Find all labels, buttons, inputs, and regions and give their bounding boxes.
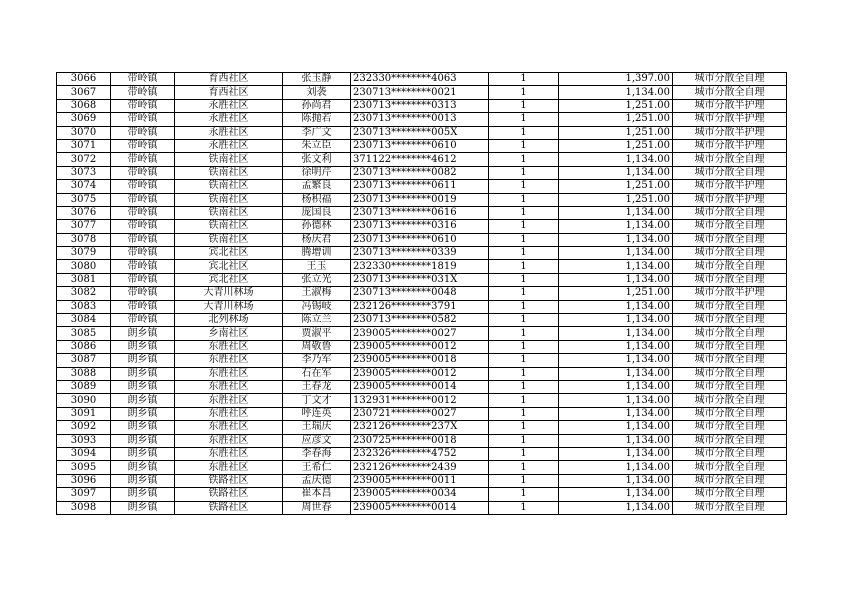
town-cell: 朗乡镇 [111, 501, 175, 514]
care-category-cell: 城市分散全自理 [673, 447, 787, 460]
person-name-cell: 孙德林 [283, 220, 351, 233]
town-cell: 带岭镇 [111, 287, 175, 300]
id-number-cell: 239005********0012 [351, 367, 489, 380]
amount-cell: 1,251.00 [559, 287, 673, 300]
row-number-cell: 3079 [57, 247, 111, 260]
amount-cell: 1,134.00 [559, 273, 673, 286]
row-number-cell: 3088 [57, 367, 111, 380]
community-cell: 育西社区 [175, 86, 283, 99]
person-name-cell: 冯锡岐 [283, 300, 351, 313]
community-cell: 宾北社区 [175, 247, 283, 260]
person-name-cell: 腾增训 [283, 247, 351, 260]
town-cell: 带岭镇 [111, 73, 175, 86]
person-name-cell: 李广文 [283, 126, 351, 139]
town-cell: 朗乡镇 [111, 474, 175, 487]
count-cell: 1 [489, 314, 559, 327]
id-number-cell: 230713********0082 [351, 166, 489, 179]
care-category-cell: 城市分散半护理 [673, 99, 787, 112]
amount-cell: 1,134.00 [559, 314, 673, 327]
id-number-cell: 230713********0021 [351, 86, 489, 99]
person-name-cell: 李春海 [283, 447, 351, 460]
row-number-cell: 3078 [57, 233, 111, 246]
town-cell: 带岭镇 [111, 220, 175, 233]
community-cell: 永胜社区 [175, 99, 283, 112]
row-number-cell: 3073 [57, 166, 111, 179]
town-cell: 朗乡镇 [111, 354, 175, 367]
table-row [57, 407, 787, 420]
row-number-cell: 3077 [57, 220, 111, 233]
row-number-cell: 3092 [57, 421, 111, 434]
count-cell: 1 [489, 407, 559, 420]
amount-cell: 1,134.00 [559, 501, 673, 514]
row-number-cell: 3089 [57, 380, 111, 393]
care-category-cell: 城市分散全自理 [673, 380, 787, 393]
table-row [57, 73, 787, 86]
amount-cell: 1,251.00 [559, 126, 673, 139]
table-row [57, 434, 787, 447]
town-cell: 朗乡镇 [111, 434, 175, 447]
community-cell: 永胜社区 [175, 126, 283, 139]
care-category-cell: 城市分散全自理 [673, 354, 787, 367]
town-cell: 朗乡镇 [111, 367, 175, 380]
town-cell: 带岭镇 [111, 180, 175, 193]
person-name-cell: 徐明芹 [283, 166, 351, 179]
count-cell: 1 [489, 153, 559, 166]
community-cell: 大青川林场 [175, 287, 283, 300]
person-name-cell: 张文利 [283, 153, 351, 166]
id-number-cell: 239005********0014 [351, 501, 489, 514]
row-number-cell: 3094 [57, 447, 111, 460]
care-category-cell: 城市分散全自理 [673, 327, 787, 340]
id-number-cell: 239005********0027 [351, 327, 489, 340]
table-row [57, 166, 787, 179]
count-cell: 1 [489, 233, 559, 246]
amount-cell: 1,251.00 [559, 193, 673, 206]
id-number-cell: 232126********3791 [351, 300, 489, 313]
town-cell: 朗乡镇 [111, 394, 175, 407]
town-cell: 带岭镇 [111, 273, 175, 286]
id-number-cell: 239005********0034 [351, 488, 489, 501]
table-row [57, 193, 787, 206]
community-cell: 东胜社区 [175, 380, 283, 393]
town-cell: 带岭镇 [111, 86, 175, 99]
community-cell: 铁南社区 [175, 193, 283, 206]
table-row [57, 367, 787, 380]
row-number-cell: 3084 [57, 314, 111, 327]
town-cell: 带岭镇 [111, 233, 175, 246]
count-cell: 1 [489, 488, 559, 501]
table-row [57, 474, 787, 487]
id-number-cell: 232326********4752 [351, 447, 489, 460]
table-row [57, 260, 787, 273]
person-name-cell: 陈抛若 [283, 113, 351, 126]
count-cell: 1 [489, 193, 559, 206]
person-name-cell: 应彦文 [283, 434, 351, 447]
row-number-cell: 3095 [57, 461, 111, 474]
amount-cell: 1,134.00 [559, 327, 673, 340]
community-cell: 东胜社区 [175, 447, 283, 460]
care-category-cell: 城市分散半护理 [673, 113, 787, 126]
table-row [57, 247, 787, 260]
care-category-cell: 城市分散全自理 [673, 233, 787, 246]
town-cell: 带岭镇 [111, 314, 175, 327]
id-number-cell: 230713********0316 [351, 220, 489, 233]
table-row [57, 300, 787, 313]
person-name-cell: 庞国良 [283, 206, 351, 219]
id-number-cell: 230725********0018 [351, 434, 489, 447]
care-category-cell: 城市分散全自理 [673, 474, 787, 487]
care-category-cell: 城市分散全自理 [673, 407, 787, 420]
care-category-cell: 城市分散全自理 [673, 340, 787, 353]
count-cell: 1 [489, 220, 559, 233]
id-number-cell: 230721********0027 [351, 407, 489, 420]
amount-cell: 1,134.00 [559, 300, 673, 313]
table-row [57, 501, 787, 514]
table-row [57, 421, 787, 434]
table-row [57, 99, 787, 112]
person-name-cell: 贾淑平 [283, 327, 351, 340]
count-cell: 1 [489, 73, 559, 86]
community-cell: 永胜社区 [175, 113, 283, 126]
amount-cell: 1,251.00 [559, 180, 673, 193]
table-row [57, 220, 787, 233]
town-cell: 带岭镇 [111, 99, 175, 112]
table-body [57, 73, 787, 515]
row-number-cell: 3096 [57, 474, 111, 487]
amount-cell: 1,251.00 [559, 99, 673, 112]
care-category-cell: 城市分散全自理 [673, 220, 787, 233]
count-cell: 1 [489, 86, 559, 99]
count-cell: 1 [489, 447, 559, 460]
amount-cell: 1,134.00 [559, 367, 673, 380]
care-category-cell: 城市分散全自理 [673, 461, 787, 474]
care-category-cell: 城市分散全自理 [673, 314, 787, 327]
person-name-cell: 朱立臣 [283, 139, 351, 152]
id-number-cell: 230713********0019 [351, 193, 489, 206]
care-category-cell: 城市分散全自理 [673, 166, 787, 179]
table-row [57, 153, 787, 166]
id-number-cell: 230713********0582 [351, 314, 489, 327]
row-number-cell: 3068 [57, 99, 111, 112]
amount-cell: 1,134.00 [559, 407, 673, 420]
table-row [57, 273, 787, 286]
person-name-cell: 张立光 [283, 273, 351, 286]
row-number-cell: 3069 [57, 113, 111, 126]
community-cell: 育西社区 [175, 73, 283, 86]
community-cell: 大青川林场 [175, 300, 283, 313]
person-name-cell: 石在军 [283, 367, 351, 380]
count-cell: 1 [489, 166, 559, 179]
amount-cell: 1,134.00 [559, 461, 673, 474]
id-number-cell: 230713********005X [351, 126, 489, 139]
row-number-cell: 3083 [57, 300, 111, 313]
row-number-cell: 3093 [57, 434, 111, 447]
amount-cell: 1,251.00 [559, 113, 673, 126]
person-name-cell: 杨庆君 [283, 233, 351, 246]
community-cell: 东胜社区 [175, 340, 283, 353]
amount-cell: 1,397.00 [559, 73, 673, 86]
person-name-cell: 崔本昌 [283, 488, 351, 501]
town-cell: 带岭镇 [111, 139, 175, 152]
table-row [57, 461, 787, 474]
town-cell: 朗乡镇 [111, 340, 175, 353]
table-row [57, 113, 787, 126]
person-name-cell: 王春龙 [283, 380, 351, 393]
row-number-cell: 3098 [57, 501, 111, 514]
id-number-cell: 371122********4612 [351, 153, 489, 166]
table-row [57, 340, 787, 353]
care-category-cell: 城市分散全自理 [673, 434, 787, 447]
row-number-cell: 3075 [57, 193, 111, 206]
count-cell: 1 [489, 113, 559, 126]
care-category-cell: 城市分散全自理 [673, 260, 787, 273]
community-cell: 铁南社区 [175, 233, 283, 246]
count-cell: 1 [489, 461, 559, 474]
care-category-cell: 城市分散全自理 [673, 273, 787, 286]
town-cell: 带岭镇 [111, 247, 175, 260]
community-cell: 宾北社区 [175, 273, 283, 286]
person-name-cell: 王瑞庆 [283, 421, 351, 434]
row-number-cell: 3071 [57, 139, 111, 152]
amount-cell: 1,134.00 [559, 380, 673, 393]
amount-cell: 1,134.00 [559, 421, 673, 434]
care-category-cell: 城市分散半护理 [673, 126, 787, 139]
count-cell: 1 [489, 340, 559, 353]
community-cell: 铁南社区 [175, 166, 283, 179]
community-cell: 东胜社区 [175, 434, 283, 447]
community-cell: 宾北社区 [175, 260, 283, 273]
count-cell: 1 [489, 380, 559, 393]
care-category-cell: 城市分散全自理 [673, 73, 787, 86]
id-number-cell: 232126********237X [351, 421, 489, 434]
count-cell: 1 [489, 287, 559, 300]
count-cell: 1 [489, 300, 559, 313]
amount-cell: 1,251.00 [559, 139, 673, 152]
person-name-cell: 孙尚君 [283, 99, 351, 112]
person-name-cell: 周敬鲁 [283, 340, 351, 353]
amount-cell: 1,134.00 [559, 340, 673, 353]
table-row [57, 233, 787, 246]
person-name-cell: 丁文才 [283, 394, 351, 407]
count-cell: 1 [489, 354, 559, 367]
id-number-cell: 230713********0610 [351, 233, 489, 246]
row-number-cell: 3097 [57, 488, 111, 501]
amount-cell: 1,134.00 [559, 166, 673, 179]
id-number-cell: 230713********0048 [351, 287, 489, 300]
table-row [57, 354, 787, 367]
id-number-cell: 230713********0013 [351, 113, 489, 126]
table-row [57, 139, 787, 152]
community-cell: 铁路社区 [175, 474, 283, 487]
amount-cell: 1,134.00 [559, 220, 673, 233]
id-number-cell: 230713********0611 [351, 180, 489, 193]
row-number-cell: 3067 [57, 86, 111, 99]
id-number-cell: 230713********0616 [351, 206, 489, 219]
table-row [57, 327, 787, 340]
person-name-cell: 李乃军 [283, 354, 351, 367]
count-cell: 1 [489, 394, 559, 407]
id-number-cell: 239005********0012 [351, 340, 489, 353]
amount-cell: 1,134.00 [559, 394, 673, 407]
id-number-cell: 239005********0011 [351, 474, 489, 487]
row-number-cell: 3090 [57, 394, 111, 407]
town-cell: 朗乡镇 [111, 327, 175, 340]
care-category-cell: 城市分散全自理 [673, 300, 787, 313]
count-cell: 1 [489, 206, 559, 219]
care-category-cell: 城市分散半护理 [673, 287, 787, 300]
amount-cell: 1,134.00 [559, 86, 673, 99]
row-number-cell: 3091 [57, 407, 111, 420]
row-number-cell: 3087 [57, 354, 111, 367]
count-cell: 1 [489, 126, 559, 139]
community-cell: 铁路社区 [175, 488, 283, 501]
care-category-cell: 城市分散全自理 [673, 153, 787, 166]
id-number-cell: 230713********0313 [351, 99, 489, 112]
person-name-cell: 呼连英 [283, 407, 351, 420]
person-name-cell: 王淑梅 [283, 287, 351, 300]
table-row [57, 488, 787, 501]
id-number-cell: 230713********031X [351, 273, 489, 286]
care-category-cell: 城市分散全自理 [673, 206, 787, 219]
amount-cell: 1,134.00 [559, 474, 673, 487]
community-cell: 东胜社区 [175, 461, 283, 474]
id-number-cell: 232330********4063 [351, 73, 489, 86]
care-category-cell: 城市分散全自理 [673, 86, 787, 99]
row-number-cell: 3082 [57, 287, 111, 300]
town-cell: 带岭镇 [111, 206, 175, 219]
row-number-cell: 3081 [57, 273, 111, 286]
data-table [56, 72, 787, 515]
id-number-cell: 239005********0014 [351, 380, 489, 393]
care-category-cell: 城市分散全自理 [673, 501, 787, 514]
community-cell: 东胜社区 [175, 367, 283, 380]
town-cell: 朗乡镇 [111, 461, 175, 474]
care-category-cell: 城市分散全自理 [673, 421, 787, 434]
amount-cell: 1,134.00 [559, 233, 673, 246]
community-cell: 东胜社区 [175, 407, 283, 420]
town-cell: 带岭镇 [111, 193, 175, 206]
person-name-cell: 周世春 [283, 501, 351, 514]
row-number-cell: 3086 [57, 340, 111, 353]
community-cell: 永胜社区 [175, 139, 283, 152]
id-number-cell: 232330********1819 [351, 260, 489, 273]
id-number-cell: 239005********0018 [351, 354, 489, 367]
town-cell: 朗乡镇 [111, 488, 175, 501]
care-category-cell: 城市分散半护理 [673, 193, 787, 206]
amount-cell: 1,134.00 [559, 447, 673, 460]
table-row [57, 206, 787, 219]
row-number-cell: 3076 [57, 206, 111, 219]
community-cell: 东胜社区 [175, 394, 283, 407]
row-number-cell: 3080 [57, 260, 111, 273]
amount-cell: 1,134.00 [559, 247, 673, 260]
community-cell: 东胜社区 [175, 354, 283, 367]
care-category-cell: 城市分散半护理 [673, 139, 787, 152]
town-cell: 带岭镇 [111, 166, 175, 179]
row-number-cell: 3066 [57, 73, 111, 86]
care-category-cell: 城市分散全自理 [673, 247, 787, 260]
person-name-cell: 刘袭 [283, 86, 351, 99]
person-name-cell: 王希仁 [283, 461, 351, 474]
id-number-cell: 230713********0610 [351, 139, 489, 152]
amount-cell: 1,134.00 [559, 488, 673, 501]
row-number-cell: 3070 [57, 126, 111, 139]
table-row [57, 180, 787, 193]
table-row [57, 394, 787, 407]
town-cell: 带岭镇 [111, 260, 175, 273]
table-row [57, 380, 787, 393]
id-number-cell: 230713********0339 [351, 247, 489, 260]
community-cell: 铁路社区 [175, 501, 283, 514]
count-cell: 1 [489, 474, 559, 487]
count-cell: 1 [489, 367, 559, 380]
town-cell: 带岭镇 [111, 153, 175, 166]
amount-cell: 1,134.00 [559, 260, 673, 273]
table-row [57, 314, 787, 327]
town-cell: 朗乡镇 [111, 380, 175, 393]
person-name-cell: 陈立兰 [283, 314, 351, 327]
amount-cell: 1,134.00 [559, 354, 673, 367]
row-number-cell: 3072 [57, 153, 111, 166]
town-cell: 朗乡镇 [111, 421, 175, 434]
town-cell: 带岭镇 [111, 113, 175, 126]
community-cell: 铁南社区 [175, 220, 283, 233]
row-number-cell: 3085 [57, 327, 111, 340]
count-cell: 1 [489, 421, 559, 434]
community-cell: 铁南社区 [175, 153, 283, 166]
id-number-cell: 232126********2439 [351, 461, 489, 474]
town-cell: 带岭镇 [111, 126, 175, 139]
community-cell: 乡南社区 [175, 327, 283, 340]
amount-cell: 1,134.00 [559, 206, 673, 219]
care-category-cell: 城市分散全自理 [673, 488, 787, 501]
care-category-cell: 城市分散全自理 [673, 367, 787, 380]
person-name-cell: 孟庆德 [283, 474, 351, 487]
id-number-cell: 132931********0012 [351, 394, 489, 407]
person-name-cell: 孟繁良 [283, 180, 351, 193]
row-number-cell: 3074 [57, 180, 111, 193]
count-cell: 1 [489, 99, 559, 112]
count-cell: 1 [489, 273, 559, 286]
town-cell: 朗乡镇 [111, 407, 175, 420]
person-name-cell: 张玉静 [283, 73, 351, 86]
town-cell: 带岭镇 [111, 300, 175, 313]
care-category-cell: 城市分散全自理 [673, 394, 787, 407]
community-cell: 铁南社区 [175, 206, 283, 219]
table-row [57, 447, 787, 460]
person-name-cell: 杨积福 [283, 193, 351, 206]
amount-cell: 1,134.00 [559, 434, 673, 447]
count-cell: 1 [489, 139, 559, 152]
count-cell: 1 [489, 180, 559, 193]
table-row [57, 287, 787, 300]
count-cell: 1 [489, 327, 559, 340]
care-category-cell: 城市分散半护理 [673, 180, 787, 193]
count-cell: 1 [489, 501, 559, 514]
count-cell: 1 [489, 434, 559, 447]
table-row [57, 126, 787, 139]
count-cell: 1 [489, 247, 559, 260]
community-cell: 铁南社区 [175, 180, 283, 193]
town-cell: 朗乡镇 [111, 447, 175, 460]
amount-cell: 1,134.00 [559, 153, 673, 166]
count-cell: 1 [489, 260, 559, 273]
community-cell: 东胜社区 [175, 421, 283, 434]
person-name-cell: 王玉 [283, 260, 351, 273]
community-cell: 北列林场 [175, 314, 283, 327]
table-row [57, 86, 787, 99]
